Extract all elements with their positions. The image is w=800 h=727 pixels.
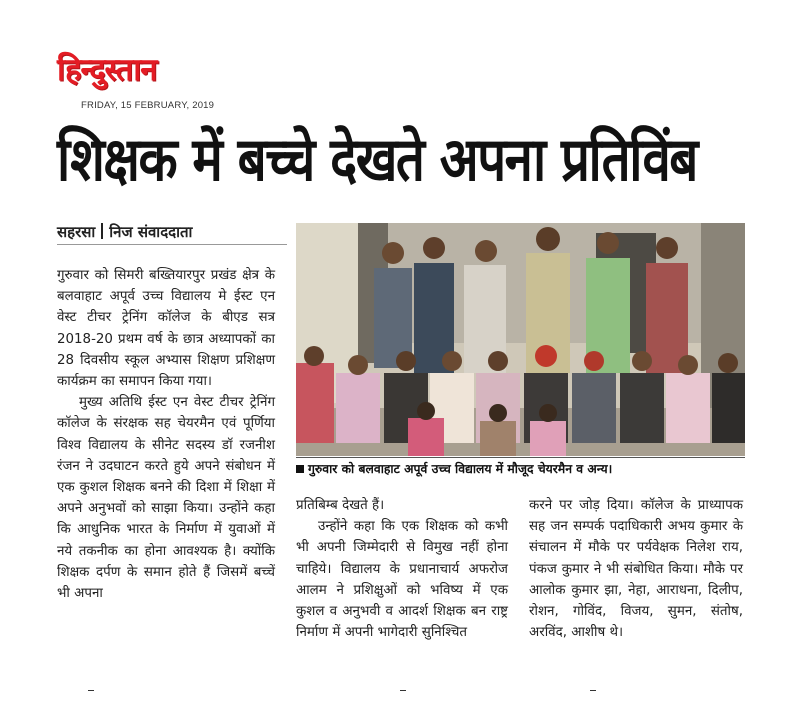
newspaper-logo: हिन्दुस्तान (57, 52, 157, 88)
column-end-mark (400, 690, 406, 691)
article-column-3 (529, 495, 743, 643)
article-paragraph: उन्होंने कहा कि एक शिक्षक को कभी भी अपनी जिम्मेदारी से विमुख नहीं होना चाहिये। विद्यालय के प्रधानाचार्य अफरोज आलम ने प्रशिक्षुओं को भविष्य में एक कुशल व अनुभवी व आदर्श शिक्षक बन राष्ट्र निर्माण में अपनी भागेदारी सुनिश्चित (296, 519, 508, 641)
group-photo-illustration (296, 223, 745, 456)
issue-date: FRIDAY, 15 FEBRUARY, 2019 (81, 100, 215, 111)
byline (57, 222, 192, 244)
article-paragraph: गुरुवार को सिमरी बख्तियारपुर प्रखंड क्षेत्र के बलवाहाट अपूर्व उच्च विद्यालय मे ईस्ट एन वेस्ट टीचर ट्रेनिंग कॉलेज के बीएड सत्र 2018-20 प्रथम वर्ष के छात्र अध्यापकों का 28 दिवसीय स्कूल अभ्यास शिक्षण प्रशिक्षण कार्यक्रम का समापन किया गया। (57, 268, 275, 390)
group-photo (296, 223, 745, 456)
article-column-1 (57, 265, 275, 604)
article-paragraph: मुख्य अतिथि ईस्ट एन वेस्ट टीचर ट्रेनिंग कॉलेज के संरक्षक सह चेयरमैन एवं पूर्णिया विश्व विद्यालय के सीनेट सदस्य डॉ रजनीश रंजन ने उदघाटन करते हुये अपने संबोधन में एक कुशल शिक्षक बनने की दिशा में शिक्षा में अपने अनुभवों को साझा किया। उन्होंने कहा कि आधुनिक भारत के निर्माण में युवाओं में नये तकनीक का होना आवश्यक है। क्योंकि शिक्षक दर्पण के समान होते हैं जिसमें बच्चें भी अपना (57, 395, 275, 602)
article-paragraph: करने पर जोड़ दिया। कॉलेज के प्राध्यापक सह जन सम्पर्क पदाधिकारी अभय कुमार के संचालन में मौके पर पर्यवेक्षक निलेश राय, पंकज कुमार ने भी संबोधित किया। मौके पर आलोक कुमार झा, नेहा, आराधना, दिलीप, रोशन, गोविंद, विजय, सुमन, संतोष, अरविंद, आशीष थे। (529, 498, 743, 641)
column-end-mark (88, 690, 94, 691)
photo-caption (296, 460, 745, 482)
byline-rule (57, 244, 287, 245)
article-column-2 (296, 495, 508, 643)
masthead (57, 52, 317, 115)
column-end-mark (590, 690, 596, 691)
caption-bullet-icon (296, 465, 304, 473)
photo-caption-text: गुरुवार को बलवाहाट अपूर्व उच्च विद्यालय में मौजूद चेयरमैन व अन्य। (308, 462, 613, 476)
article-paragraph: प्रतिबिम्ब देखते हैं। (296, 498, 385, 513)
byline-divider (101, 223, 103, 239)
byline-reporter: निज संवाददाता (109, 223, 193, 241)
caption-rule (296, 457, 745, 458)
byline-place: सहरसा (57, 223, 96, 241)
headline: शिक्षक में बच्चे देखते अपना प्रतिविंब (57, 125, 697, 196)
